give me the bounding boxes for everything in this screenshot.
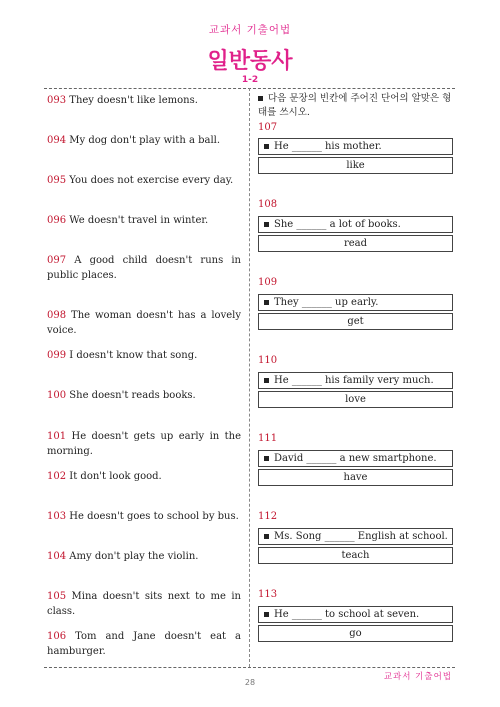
- given-word-box: get: [258, 313, 453, 330]
- question-number: 099: [47, 350, 67, 361]
- question-097: [47, 253, 241, 283]
- question-number: 113: [258, 589, 278, 600]
- question-text: He doesn't goes to school by bus.: [69, 511, 239, 522]
- page-title: 일반동사: [207, 49, 293, 74]
- question-094: [47, 133, 241, 148]
- question-106: [47, 629, 241, 659]
- instruction-text: 다음 문장의 빈칸에 주어진 단어의 알맞은 형태를 쓰시오.: [258, 93, 452, 118]
- sentence-text: David ______ a new smartphone.: [274, 453, 437, 464]
- question-text: We doesn't travel in winter.: [69, 215, 209, 226]
- bullet-square-icon: [258, 96, 263, 101]
- header-brand: 교과서 기출어법: [208, 24, 292, 36]
- bottom-divider: [44, 667, 455, 668]
- question-number: 102: [47, 471, 67, 482]
- question-text: My dog don't play with a ball.: [69, 135, 221, 146]
- question-text: It don't look good.: [69, 471, 162, 482]
- sentence-box: [258, 216, 453, 233]
- question-105: [47, 589, 241, 619]
- given-word-box: love: [258, 391, 453, 408]
- question-text: I doesn't know that song.: [69, 350, 198, 361]
- question-102: [47, 469, 241, 484]
- question-100: [47, 388, 241, 403]
- question-text: Amy don't play the violin.: [69, 551, 199, 562]
- given-word-box: read: [258, 235, 453, 252]
- sentence-box: [258, 606, 453, 623]
- question-text: She doesn't reads books.: [69, 390, 196, 401]
- question-text: The woman doesn't has a lovely voice.: [47, 310, 241, 336]
- question-number: 094: [47, 135, 67, 146]
- sentence-text: He ______ his family very much.: [274, 375, 434, 386]
- sentence-text: She ______ a lot of books.: [274, 219, 401, 230]
- question-093: [47, 93, 241, 108]
- sentence-box: [258, 138, 453, 155]
- bullet-square-icon: [264, 300, 269, 305]
- bullet-square-icon: [264, 222, 269, 227]
- page-number: 28: [244, 678, 256, 687]
- question-text: They doesn't like lemons.: [69, 95, 198, 106]
- question-095: [47, 173, 241, 188]
- question-103: [47, 509, 241, 524]
- sentence-box: [258, 528, 453, 545]
- given-word-box: like: [258, 157, 453, 174]
- question-number: 108: [258, 199, 278, 210]
- question-096: [47, 213, 241, 228]
- question-number: 093: [47, 95, 67, 106]
- column-divider: [249, 88, 250, 667]
- question-text: A good child doesn't runs in public places.: [47, 255, 241, 281]
- bullet-square-icon: [264, 534, 269, 539]
- question-number: 095: [47, 175, 67, 186]
- question-number: 100: [47, 390, 67, 401]
- page-subtitle: 1-2: [241, 75, 259, 85]
- question-number: 111: [258, 433, 278, 444]
- question-text: Mina doesn't sits next to me in class.: [47, 591, 241, 617]
- question-text: He doesn't gets up early in the morning.: [47, 431, 241, 457]
- question-number: 110: [258, 355, 278, 366]
- question-101: [47, 429, 241, 459]
- question-number: 112: [258, 511, 278, 522]
- instruction: [258, 92, 454, 120]
- bullet-square-icon: [264, 378, 269, 383]
- given-word-box: teach: [258, 547, 453, 564]
- bullet-square-icon: [264, 456, 269, 461]
- question-number: 097: [47, 255, 67, 266]
- sentence-text: He ______ to school at seven.: [274, 609, 420, 620]
- question-098: [47, 308, 241, 338]
- question-number: 104: [47, 551, 67, 562]
- bullet-square-icon: [264, 612, 269, 617]
- bullet-square-icon: [264, 144, 269, 149]
- sentence-box: [258, 372, 453, 389]
- footer-brand: 교과서 기출어법: [383, 672, 452, 682]
- question-text: Tom and Jane doesn't eat a hamburger.: [47, 631, 241, 657]
- question-text: You does not exercise every day.: [69, 175, 234, 186]
- sentence-box: [258, 450, 453, 467]
- sentence-box: [258, 294, 453, 311]
- question-104: [47, 549, 241, 564]
- question-099: [47, 348, 241, 363]
- sentence-text: They ______ up early.: [274, 297, 379, 308]
- question-number: 107: [258, 122, 278, 133]
- sentence-text: He ______ his mother.: [274, 141, 382, 152]
- sentence-text: Ms. Song ______ English at school.: [274, 531, 448, 542]
- question-number: 098: [47, 310, 67, 321]
- question-number: 096: [47, 215, 67, 226]
- question-number: 109: [258, 277, 278, 288]
- given-word-box: have: [258, 469, 453, 486]
- question-number: 105: [47, 591, 67, 602]
- question-number: 106: [47, 631, 67, 642]
- question-number: 103: [47, 511, 67, 522]
- question-number: 101: [47, 431, 67, 442]
- given-word-box: go: [258, 625, 453, 642]
